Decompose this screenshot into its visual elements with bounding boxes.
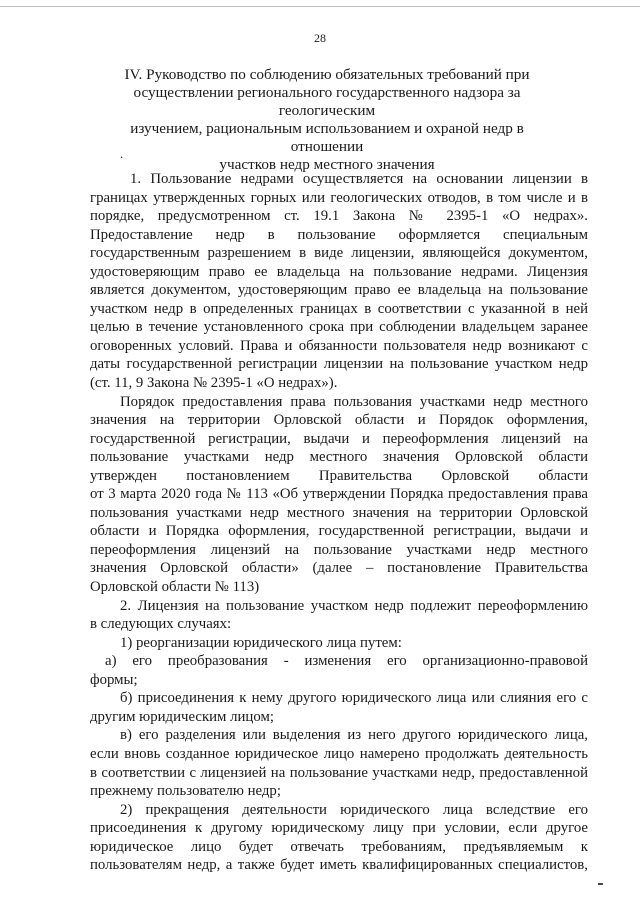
text-line: переоформления лицензий на пользование участками недр местного bbox=[90, 541, 588, 558]
text-line: если вновь созданное юридическое лицо намерено продолжать деятельность bbox=[90, 745, 588, 762]
text-line: 1. Пользование недрами осуществляется на основании лицензии в bbox=[130, 171, 588, 187]
text-line: даты государственной регистрации лицензии на пользование участком недр bbox=[90, 356, 588, 373]
text-line: Предоставление недр в пользование оформляется специальным bbox=[90, 226, 588, 243]
text-line: формы; bbox=[90, 671, 138, 688]
text-line: удостоверяющим право ее владельца на пользование недрами. Лицензия bbox=[90, 263, 588, 280]
scan-speck bbox=[598, 883, 603, 885]
text-line: в соответствии с лицензией на пользование участками недр, предоставленной bbox=[90, 764, 588, 781]
heading-line: осуществлении регионального государственного надзора за геологическим bbox=[133, 84, 521, 119]
text-line: прежнему пользователю недр; bbox=[90, 783, 281, 800]
text-line: Порядок предоставления права пользования участками недр местного bbox=[120, 393, 588, 410]
text-line: области и Порядка оформления, государственной регистрации, выдачи и bbox=[90, 523, 588, 540]
text-line: пользование участками недр местного значения Орловской области bbox=[90, 449, 588, 466]
text-line: государственной регистрации, выдачи и переоформления лицензий на bbox=[90, 430, 588, 447]
heading-line: IV. Руководство по соблюдению обязательных требований при bbox=[124, 66, 530, 83]
text-line: значения Орловской области» (далее – постановление Правительства bbox=[90, 560, 588, 577]
text-line: Орловской области № 113) bbox=[90, 579, 260, 596]
text-line: 2) прекращения деятельности юридического лица вследствие его bbox=[120, 801, 588, 818]
text-line: в следующих случаях: bbox=[90, 616, 232, 633]
text-line: присоединения к другому юридическому лицу при условии, если другое bbox=[90, 820, 588, 837]
text-line: порядке, предусмотренном ст. 19.1 Закона № 2395-1 «О недрах». bbox=[90, 208, 588, 225]
text-line: в) его разделения или выделения из него другого юридического лица, bbox=[120, 727, 588, 744]
text-line: другим юридическим лицом; bbox=[90, 708, 274, 725]
text-line: оговоренных условий. Права и обязанности пользователя недр возникают с bbox=[90, 337, 588, 354]
stray-mark: . bbox=[120, 146, 124, 161]
text-line: юридическое лицо будет отвечать требованиям, предъявляемым к bbox=[90, 838, 588, 855]
text-line: от 3 марта 2020 года № 113 «Об утверждении Порядка предоставления права bbox=[90, 486, 588, 503]
text-line: утвержден постановлением Правительства Орловской области bbox=[90, 467, 588, 484]
text-line: участком недр в определенных границах в соответствии с указанной в ней bbox=[90, 300, 588, 317]
text-line: пользователям недр, а также будет иметь квалифицированных специалистов, bbox=[90, 857, 588, 874]
section-heading bbox=[108, 66, 546, 174]
text-line: значения на территории Орловской области и Порядок оформления, bbox=[90, 412, 588, 429]
top-rule bbox=[0, 6, 640, 7]
document-body bbox=[90, 170, 588, 875]
text-line: 2. Лицензия на пользование участком недр подлежит переоформлению bbox=[120, 597, 588, 614]
heading-line: участков недр местного значения bbox=[219, 156, 435, 173]
text-line: б) присоединения к нему другого юридического лица или слияния его с bbox=[120, 690, 588, 707]
page-number: 28 bbox=[314, 31, 326, 45]
text-line: целью в течение установленного срока при соблюдении владельцем заранее bbox=[90, 319, 588, 336]
text-line: пользования участками недр местного значения на территории Орловской bbox=[90, 504, 588, 521]
text-line: (ст. 11, 9 Закона № 2395-1 «О недрах»). bbox=[90, 375, 338, 392]
text-line: является документом, удостоверяющим право ее владельца на пользование bbox=[90, 282, 588, 299]
heading-line: изучением, рациональным использованием и охраной недр в отношении bbox=[130, 120, 524, 155]
text-line: государственным разрешением в виде лицензии, являющейся документом, bbox=[90, 245, 588, 262]
text-line: 1) реорганизации юридического лица путем: bbox=[120, 634, 402, 651]
text-line: границах утвержденных горных или геологических отводов, в том числе и в bbox=[90, 189, 588, 206]
text-line: а) его преобразования - изменения его организационно-правовой bbox=[105, 653, 588, 670]
